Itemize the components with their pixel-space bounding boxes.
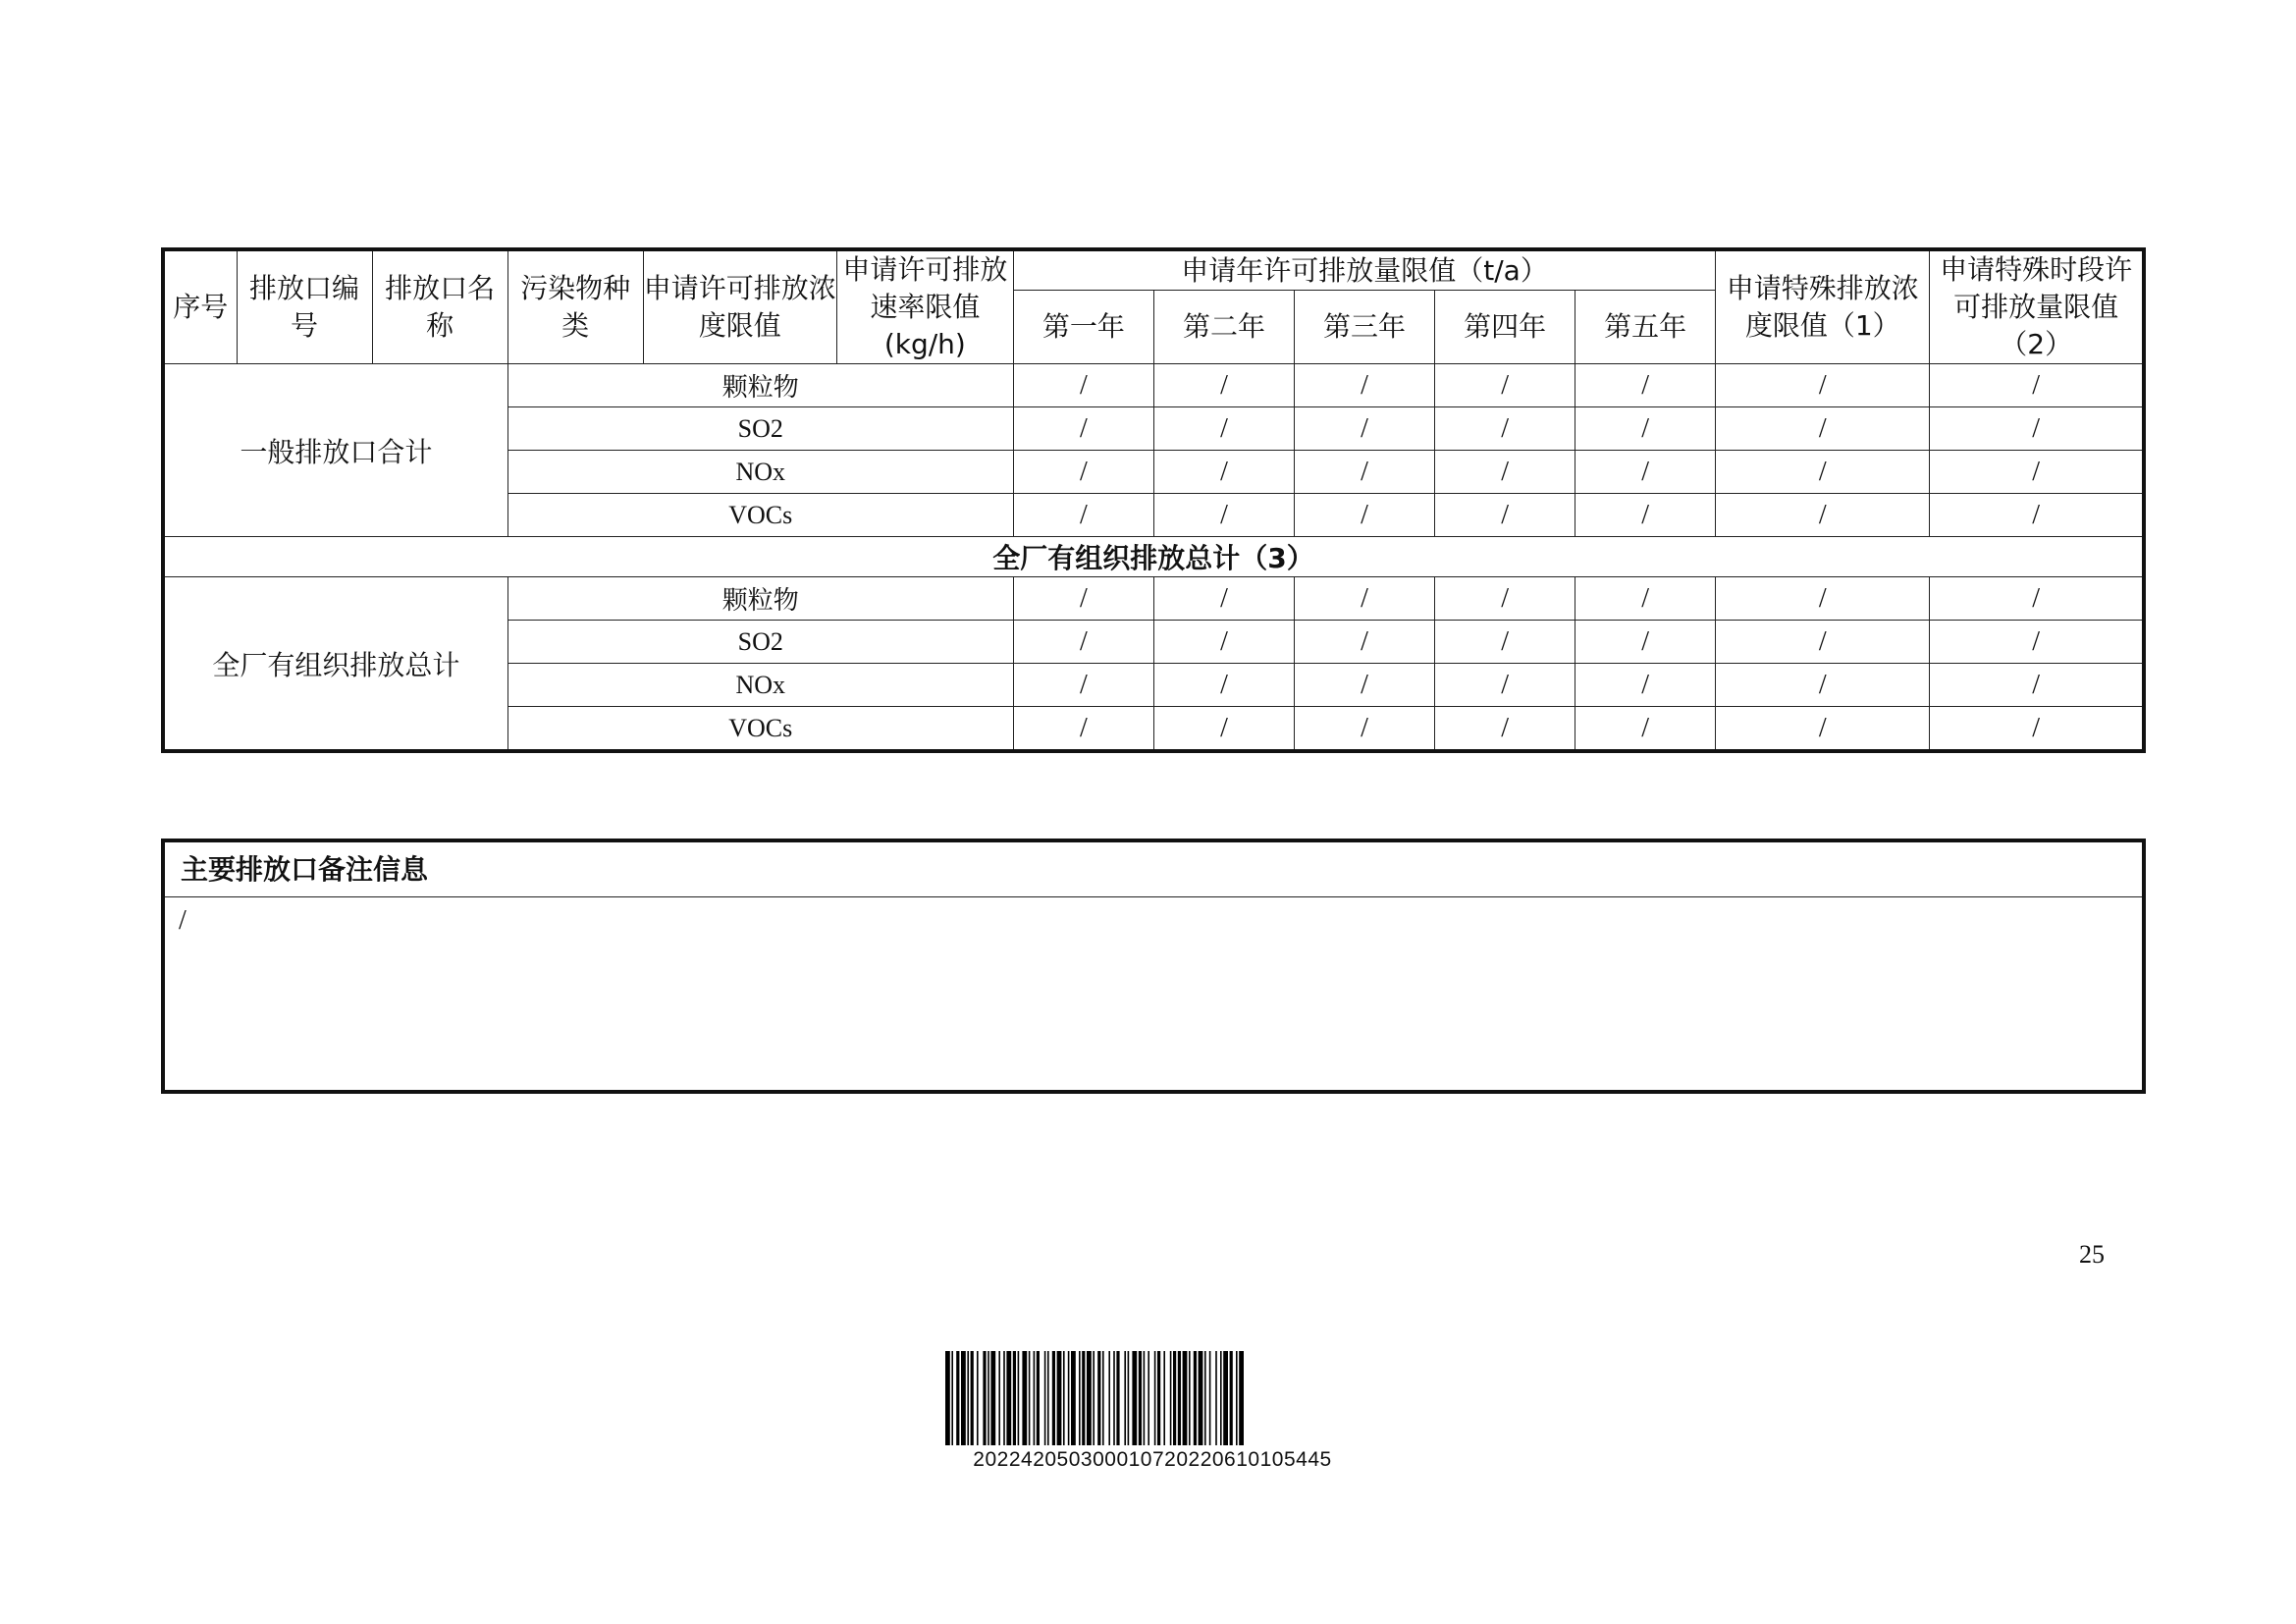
group-label-general: 一般排放口合计: [163, 364, 507, 537]
value-cell: /: [1930, 494, 2144, 537]
group-label-plant-total: 全厂有组织排放总计: [163, 577, 507, 752]
pollutant-cell: VOCs: [507, 707, 1013, 752]
value-cell: /: [1716, 707, 1930, 752]
pollutant-cell: SO2: [507, 621, 1013, 664]
value-cell: /: [1013, 494, 1153, 537]
value-cell: /: [1295, 707, 1435, 752]
barcode-number: 20224205030001072022061010544​5: [973, 1448, 1332, 1471]
value-cell: /: [1716, 621, 1930, 664]
pollutant-cell: SO2: [507, 407, 1013, 451]
value-cell: /: [1930, 451, 2144, 494]
value-cell: /: [1716, 577, 1930, 621]
section-total-row: [163, 537, 2144, 577]
header-year-3: 第三年: [1295, 291, 1435, 364]
header-pollutant: 污染物种类: [507, 249, 643, 364]
value-cell: /: [1716, 664, 1930, 707]
value-cell: /: [1930, 621, 2144, 664]
value-cell: /: [1153, 707, 1294, 752]
header-row-1: [163, 249, 2144, 291]
notes-content: /: [179, 905, 187, 936]
notes-box: [161, 839, 2146, 1094]
value-cell: /: [1153, 451, 1294, 494]
value-cell: /: [1575, 707, 1716, 752]
barcode-image: [945, 1351, 1360, 1445]
value-cell: /: [1575, 577, 1716, 621]
notes-title: 主要排放口备注信息: [165, 842, 2142, 897]
value-cell: /: [1013, 451, 1153, 494]
value-cell: /: [1930, 707, 2144, 752]
header-outlet-id: 排放口编号: [237, 249, 372, 364]
value-cell: /: [1295, 494, 1435, 537]
value-cell: /: [1930, 577, 2144, 621]
header-outlet-name: 排放口名称: [372, 249, 507, 364]
value-cell: /: [1575, 364, 1716, 407]
emission-table-wrapper: [161, 247, 2146, 753]
value-cell: /: [1153, 621, 1294, 664]
value-cell: /: [1930, 664, 2144, 707]
value-cell: /: [1435, 451, 1575, 494]
table-row: [163, 364, 2144, 407]
header-annual-group: 申请年许可排放量限值（t/a）: [1013, 249, 1715, 291]
pollutant-cell: 颗粒物: [507, 364, 1013, 407]
value-cell: /: [1575, 621, 1716, 664]
value-cell: /: [1435, 707, 1575, 752]
value-cell: /: [1435, 494, 1575, 537]
value-cell: /: [1295, 364, 1435, 407]
page-number: 25: [2079, 1240, 2105, 1269]
header-year-5: 第五年: [1575, 291, 1716, 364]
value-cell: /: [1295, 451, 1435, 494]
value-cell: /: [1013, 621, 1153, 664]
value-cell: /: [1295, 664, 1435, 707]
value-cell: /: [1435, 407, 1575, 451]
value-cell: /: [1575, 494, 1716, 537]
value-cell: /: [1435, 364, 1575, 407]
header-seq: 序号: [163, 249, 237, 364]
value-cell: /: [1716, 364, 1930, 407]
header-special-conc: 申请特殊排放浓度限值（1）: [1716, 249, 1930, 364]
value-cell: /: [1013, 364, 1153, 407]
value-cell: /: [1575, 664, 1716, 707]
value-cell: /: [1575, 451, 1716, 494]
value-cell: /: [1435, 577, 1575, 621]
pollutant-cell: NOx: [507, 451, 1013, 494]
table-row: [163, 577, 2144, 621]
emission-limits-table: [161, 247, 2146, 753]
value-cell: /: [1435, 664, 1575, 707]
value-cell: /: [1930, 364, 2144, 407]
pollutant-cell: VOCs: [507, 494, 1013, 537]
value-cell: /: [1716, 407, 1930, 451]
value-cell: /: [1295, 577, 1435, 621]
header-rate-limit: 申请许可排放速率限值(kg/h): [836, 249, 1013, 364]
value-cell: /: [1575, 407, 1716, 451]
value-cell: /: [1153, 364, 1294, 407]
value-cell: /: [1435, 621, 1575, 664]
value-cell: /: [1153, 494, 1294, 537]
header-year-4: 第四年: [1435, 291, 1575, 364]
value-cell: /: [1013, 707, 1153, 752]
value-cell: /: [1930, 407, 2144, 451]
header-conc-limit: 申请许可排放浓度限值: [643, 249, 836, 364]
value-cell: /: [1153, 407, 1294, 451]
value-cell: /: [1013, 664, 1153, 707]
value-cell: /: [1153, 664, 1294, 707]
pollutant-cell: 颗粒物: [507, 577, 1013, 621]
section-total-label: 全厂有组织排放总计（3）: [163, 537, 2144, 577]
pollutant-cell: NOx: [507, 664, 1013, 707]
value-cell: /: [1716, 494, 1930, 537]
value-cell: /: [1153, 577, 1294, 621]
value-cell: /: [1013, 577, 1153, 621]
header-year-1: 第一年: [1013, 291, 1153, 364]
value-cell: /: [1013, 407, 1153, 451]
header-special-period: 申请特殊时段许可排放量限值（2）: [1930, 249, 2144, 364]
value-cell: /: [1295, 621, 1435, 664]
value-cell: /: [1295, 407, 1435, 451]
value-cell: /: [1716, 451, 1930, 494]
header-year-2: 第二年: [1153, 291, 1294, 364]
